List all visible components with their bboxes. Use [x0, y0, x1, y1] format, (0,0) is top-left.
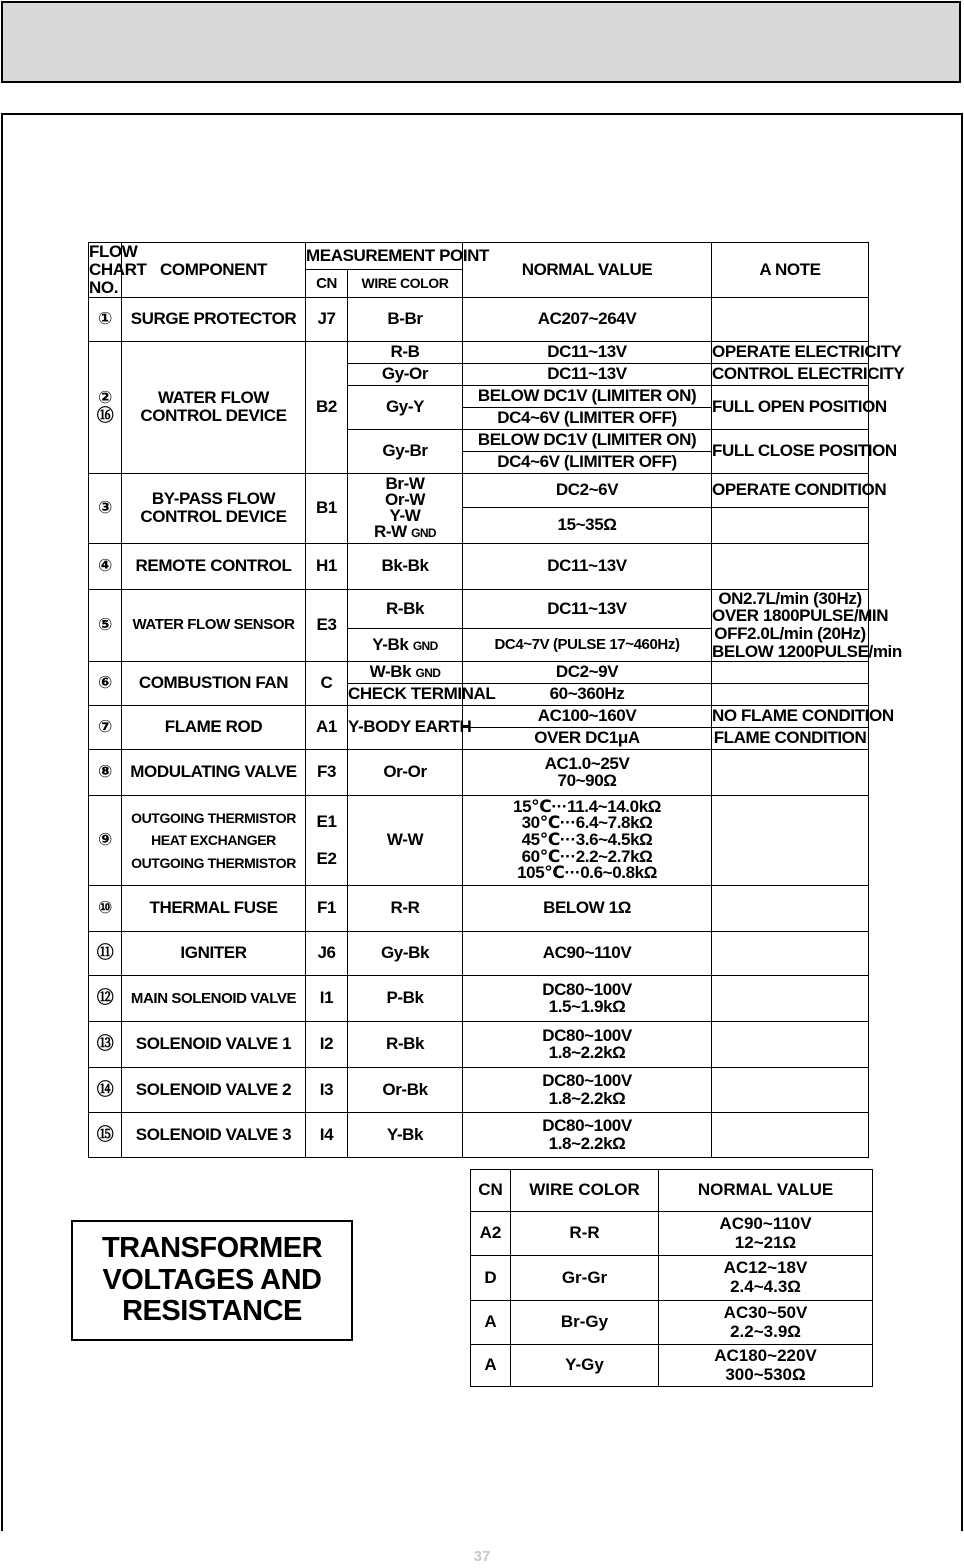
flow-no: ⑭ — [89, 1067, 122, 1112]
normal-value: DC11~13V — [463, 589, 712, 629]
table-row — [89, 795, 869, 885]
cn-code: J6 — [306, 931, 348, 975]
normal-value: 60~360Hz — [463, 683, 712, 705]
table-row — [89, 1021, 869, 1067]
flow-no: ⑤ — [89, 589, 122, 661]
normal-value: DC4~6V (LIMITER OFF) — [463, 451, 712, 473]
flow-no: ⑦ — [89, 705, 122, 749]
flow-no: ⑪ — [89, 931, 122, 975]
note — [712, 885, 869, 931]
table-row — [471, 1301, 873, 1345]
flow-no: ⑥ — [89, 661, 122, 705]
normal-value: DC80~100V 1.8~2.2kΩ — [463, 1067, 712, 1112]
header-wire-color: WIRE COLOR — [348, 270, 463, 297]
header-cn: CN — [306, 270, 348, 297]
wire-color: Y-Bk — [348, 1112, 463, 1157]
cn-code: A2 — [471, 1212, 511, 1256]
wire-color: Gy-Br — [348, 429, 463, 473]
note — [712, 1021, 869, 1067]
wire-color: Bk-Bk — [348, 543, 463, 589]
flow-no: ⑫ — [89, 975, 122, 1021]
flow-no: ⑬ — [89, 1021, 122, 1067]
flow-no: ⑮ — [89, 1112, 122, 1157]
header-normal-value: NORMAL VALUE — [659, 1170, 873, 1212]
normal-value: DC2~6V — [463, 473, 712, 507]
cn-code: E1 E2 — [306, 795, 348, 885]
component-name: REMOTE CONTROL — [122, 543, 306, 589]
cn-code: C — [306, 661, 348, 705]
normal-value: BELOW 1Ω — [463, 885, 712, 931]
table-row — [89, 297, 869, 341]
transformer-title-line: VOLTAGES AND — [102, 1263, 322, 1296]
wire-color: B-Br — [348, 297, 463, 341]
flow-no: ③ — [89, 473, 122, 543]
flow-no: ⑨ — [89, 795, 122, 885]
wire-color: R-Bk — [348, 1021, 463, 1067]
table-row — [89, 705, 869, 727]
wire-color: Br-Gy — [511, 1301, 659, 1345]
wire-color: Br-W Or-W Y-W R-W GND — [348, 473, 463, 543]
normal-value: DC80~100V 1.5~1.9kΩ — [463, 975, 712, 1021]
note: FULL OPEN POSITION — [712, 385, 869, 429]
table-row — [89, 473, 869, 507]
cn-code: A — [471, 1345, 511, 1387]
component-name: OUTGOING THERMISTOR HEAT EXCHANGER OUTGOING THERMISTOR — [122, 795, 306, 885]
wire-color: Gy-Bk — [348, 931, 463, 975]
wire-color: Gr-Gr — [511, 1256, 659, 1301]
note — [712, 1112, 869, 1157]
component-name: SOLENOID VALVE 1 — [122, 1021, 306, 1067]
cn-code: H1 — [306, 543, 348, 589]
normal-value: DC80~100V 1.8~2.2kΩ — [463, 1021, 712, 1067]
normal-value: AC12~18V 2.4~4.3Ω — [659, 1256, 873, 1301]
cn-code: J7 — [306, 297, 348, 341]
cn-code: B1 — [306, 473, 348, 543]
wire-color: R-Bk — [348, 589, 463, 629]
header-bar — [1, 1, 961, 83]
wire-color: Y-BODY EARTH — [348, 705, 463, 749]
note: ON2.7L/min (30Hz) OVER 1800PULSE/MIN OFF2.0L/min (20Hz) BELOW 1200PULSE/min — [712, 588, 902, 662]
note — [712, 931, 869, 975]
table-row — [89, 661, 869, 683]
wire-color: Or-Bk — [348, 1067, 463, 1112]
component-name: WATER FLOW SENSOR — [122, 589, 306, 661]
wire-color: P-Bk — [348, 975, 463, 1021]
note: OPERATE ELECTRICITY — [712, 342, 902, 362]
normal-value: AC30~50V 2.2~3.9Ω — [659, 1301, 873, 1345]
note — [712, 975, 869, 1021]
header-wire-color: WIRE COLOR — [511, 1170, 659, 1212]
component-name: MODULATING VALVE — [122, 749, 306, 795]
table-row — [89, 341, 869, 363]
page-number: 37 — [473, 1548, 491, 1565]
component-name: BY-PASS FLOW CONTROL DEVICE — [122, 473, 306, 543]
flow-no: ⑩ — [89, 885, 122, 931]
wire-color: R-R — [511, 1212, 659, 1256]
table-row — [89, 543, 869, 589]
component-name: WATER FLOW CONTROL DEVICE — [122, 341, 306, 473]
cn-code: I2 — [306, 1021, 348, 1067]
note — [712, 543, 869, 589]
table-row — [89, 931, 869, 975]
note — [712, 661, 869, 683]
note: NO FLAME CONDITION — [712, 706, 894, 726]
note — [712, 507, 869, 543]
table-row — [471, 1256, 873, 1301]
note — [712, 749, 869, 795]
table-row — [89, 589, 869, 629]
component-name: THERMAL FUSE — [122, 885, 306, 931]
normal-value: DC11~13V — [463, 341, 712, 363]
component-name: COMBUSTION FAN — [122, 661, 306, 705]
note — [712, 1067, 869, 1112]
table-row — [89, 1067, 869, 1112]
normal-value: AC100~160V — [463, 705, 712, 727]
table-row — [89, 975, 869, 1021]
cn-code: D — [471, 1256, 511, 1301]
cn-code: E3 — [306, 589, 348, 661]
cn-code: B2 — [306, 341, 348, 473]
flow-no: ⑧ — [89, 749, 122, 795]
normal-value: 15~35Ω — [463, 507, 712, 543]
table-row — [471, 1345, 873, 1387]
wire-color: Or-Or — [348, 749, 463, 795]
component-name: MAIN SOLENOID VALVE — [122, 975, 306, 1021]
normal-value: DC4~7V (PULSE 17~460Hz) — [463, 629, 712, 662]
component-name: IGNITER — [122, 931, 306, 975]
header-normal-value: NORMAL VALUE — [463, 243, 712, 298]
normal-value: DC11~13V — [463, 543, 712, 589]
wire-color: CHECK TERMINAL — [348, 684, 496, 704]
normal-value: AC1.0~25V 70~90Ω — [463, 749, 712, 795]
normal-value: OVER DC1μA — [463, 727, 712, 749]
transformer-title-line: TRANSFORMER — [101, 1231, 323, 1264]
wire-color: Gy-Or — [348, 363, 463, 385]
note: FULL CLOSE POSITION — [712, 429, 869, 473]
wire-color: Y-Gy — [511, 1345, 659, 1387]
cn-code: A1 — [306, 705, 348, 749]
table-row — [89, 749, 869, 795]
transformer-title-line: RESISTANCE — [122, 1295, 302, 1328]
normal-value: DC80~100V 1.8~2.2kΩ — [463, 1112, 712, 1157]
flow-no: ④ — [89, 543, 122, 589]
normal-value: AC180~220V 300~530Ω — [659, 1345, 873, 1387]
cn-code: I1 — [306, 975, 348, 1021]
table-row — [89, 1112, 869, 1157]
normal-value: 15℃···11.4~14.0kΩ 30℃···6.4~7.8kΩ 45℃···3.6~4.5kΩ 60℃···2.2~2.7kΩ 105℃···0.6~0.8kΩ — [463, 795, 712, 885]
wire-color: Y-Bk GND — [348, 629, 463, 662]
component-name: FLAME ROD — [122, 705, 306, 749]
flow-no: ① — [89, 297, 122, 341]
component-name: SURGE PROTECTOR — [122, 297, 306, 341]
note: OPERATE CONDITION — [712, 473, 869, 507]
normal-value: BELOW DC1V (LIMITER ON) — [463, 429, 712, 451]
note: CONTROL ELECTRICITY — [712, 364, 905, 384]
normal-value: AC90~110V 12~21Ω — [659, 1212, 873, 1256]
normal-value: DC4~6V (LIMITER OFF) — [463, 407, 712, 429]
cn-code: F3 — [306, 749, 348, 795]
normal-value: DC11~13V — [463, 363, 712, 385]
header-flow-chart-no: FLOW CHART NO. — [89, 242, 147, 297]
note — [712, 297, 869, 341]
component-name: SOLENOID VALVE 2 — [122, 1067, 306, 1112]
normal-value: DC2~9V — [463, 661, 712, 683]
wire-color: Gy-Y — [348, 385, 463, 429]
cn-code: A — [471, 1301, 511, 1345]
wire-color: W-W — [348, 795, 463, 885]
normal-value: BELOW DC1V (LIMITER ON) — [463, 385, 712, 407]
note — [712, 683, 869, 705]
header-cn: CN — [471, 1170, 511, 1212]
note — [712, 795, 869, 885]
cn-code: I4 — [306, 1112, 348, 1157]
wire-color: R-R — [348, 885, 463, 931]
flow-no: ② ⑯ — [89, 341, 122, 473]
component-table — [88, 242, 905, 1158]
cn-code: F1 — [306, 885, 348, 931]
note: FLAME CONDITION — [712, 727, 869, 749]
wire-color: W-Bk GND — [348, 661, 463, 683]
transformer-title-box — [71, 1220, 353, 1341]
normal-value: AC207~264V — [463, 297, 712, 341]
normal-value: AC90~110V — [463, 931, 712, 975]
header-note: A NOTE — [712, 243, 869, 298]
component-name: SOLENOID VALVE 3 — [122, 1112, 306, 1157]
header-component: COMPONENT — [122, 243, 306, 298]
cn-code: I3 — [306, 1067, 348, 1112]
header-measurement-point: MEASUREMENT POINT — [306, 243, 463, 270]
transformer-table — [470, 1169, 873, 1387]
wire-color: R-B — [348, 341, 463, 363]
table-row — [89, 885, 869, 931]
table-row — [471, 1212, 873, 1256]
